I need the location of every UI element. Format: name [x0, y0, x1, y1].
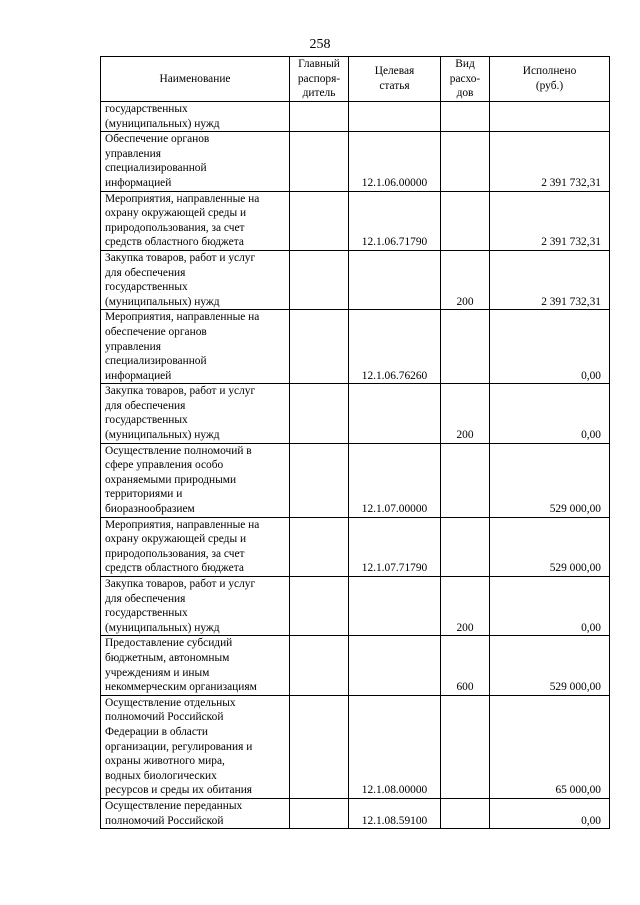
cell-name: Предоставление субсидий бюджетным, автономным учреждениям и иным некоммерческим организациям: [101, 636, 290, 695]
cell-glav: [290, 443, 349, 517]
cell-amount: [490, 102, 610, 132]
cell-target: 12.1.08.00000: [349, 695, 441, 798]
cell-amount: 529 000,00: [490, 517, 610, 576]
cell-amount: 2 391 732,31: [490, 191, 610, 250]
cell-name: Мероприятия, направленные на обеспечение органов управления специализированной информацией: [101, 310, 290, 384]
table-row: [101, 577, 610, 636]
cell-glav: [290, 250, 349, 309]
cell-glav: [290, 132, 349, 191]
cell-name: Мероприятия, направленные на охрану окружающей среды и природопользования, за счет средств областного бюджета: [101, 517, 290, 576]
header-target: Целевая статья: [349, 57, 441, 102]
cell-name: Закупка товаров, работ и услуг для обеспечения государственных (муниципальных) нужд: [101, 577, 290, 636]
table-row: [101, 384, 610, 443]
cell-amount: 529 000,00: [490, 636, 610, 695]
cell-name: государственных (муниципальных) нужд: [101, 102, 290, 132]
cell-amount: 529 000,00: [490, 443, 610, 517]
cell-vid: 200: [441, 384, 490, 443]
table-row: [101, 132, 610, 191]
cell-vid: [441, 695, 490, 798]
table-row: [101, 191, 610, 250]
cell-amount: 0,00: [490, 577, 610, 636]
cell-name: Осуществление отдельных полномочий Российской Федерации в области организации, регулирования и охраны животного мира, водных биологических ресурсов и среды их обитания: [101, 695, 290, 798]
cell-name: Закупка товаров, работ и услуг для обеспечения государственных (муниципальных) нужд: [101, 250, 290, 309]
cell-name: Обеспечение органов управления специализированной информацией: [101, 132, 290, 191]
cell-amount: 2 391 732,31: [490, 132, 610, 191]
table-row: [101, 517, 610, 576]
table-row: [101, 310, 610, 384]
cell-amount: 65 000,00: [490, 695, 610, 798]
table-body: [101, 102, 610, 829]
cell-glav: [290, 577, 349, 636]
cell-glav: [290, 102, 349, 132]
cell-target: [349, 102, 441, 132]
cell-vid: [441, 310, 490, 384]
table-row: [101, 250, 610, 309]
cell-vid: 200: [441, 250, 490, 309]
cell-glav: [290, 310, 349, 384]
cell-target: [349, 250, 441, 309]
table-header-row: [101, 57, 610, 102]
cell-glav: [290, 384, 349, 443]
cell-vid: [441, 798, 490, 828]
table-row: [101, 443, 610, 517]
table-row: [101, 102, 610, 132]
cell-amount: 0,00: [490, 798, 610, 828]
cell-glav: [290, 636, 349, 695]
cell-glav: [290, 191, 349, 250]
page-number: 258: [309, 37, 331, 52]
cell-vid: [441, 443, 490, 517]
cell-vid: [441, 517, 490, 576]
cell-name: Осуществление полномочий в сфере управления особо охраняемыми природными территориями и биоразнообразием: [101, 443, 290, 517]
header-name: Наименование: [101, 57, 290, 102]
cell-target: [349, 577, 441, 636]
header-amount: Исполнено (руб.): [490, 57, 610, 102]
cell-glav: [290, 695, 349, 798]
cell-amount: 2 391 732,31: [490, 250, 610, 309]
cell-name: Закупка товаров, работ и услуг для обеспечения государственных (муниципальных) нужд: [101, 384, 290, 443]
cell-amount: 0,00: [490, 384, 610, 443]
cell-target: 12.1.06.71790: [349, 191, 441, 250]
cell-target: 12.1.07.71790: [349, 517, 441, 576]
cell-glav: [290, 798, 349, 828]
cell-target: 12.1.08.59100: [349, 798, 441, 828]
cell-target: 12.1.06.00000: [349, 132, 441, 191]
cell-target: 12.1.06.76260: [349, 310, 441, 384]
header-glav: Главный распоря- дитель: [290, 57, 349, 102]
cell-glav: [290, 517, 349, 576]
cell-vid: [441, 132, 490, 191]
budget-table: [100, 56, 610, 829]
cell-target: [349, 384, 441, 443]
cell-amount: 0,00: [490, 310, 610, 384]
cell-target: [349, 636, 441, 695]
cell-vid: 200: [441, 577, 490, 636]
table-row: [101, 695, 610, 798]
cell-target: 12.1.07.00000: [349, 443, 441, 517]
cell-name: Осуществление переданных полномочий Российской: [101, 798, 290, 828]
cell-name: Мероприятия, направленные на охрану окружающей среды и природопользования, за счет средств областного бюджета: [101, 191, 290, 250]
cell-vid: [441, 191, 490, 250]
cell-vid: 600: [441, 636, 490, 695]
cell-vid: [441, 102, 490, 132]
table-row: [101, 798, 610, 828]
table-row: [101, 636, 610, 695]
header-vid: Вид расхо- дов: [441, 57, 490, 102]
